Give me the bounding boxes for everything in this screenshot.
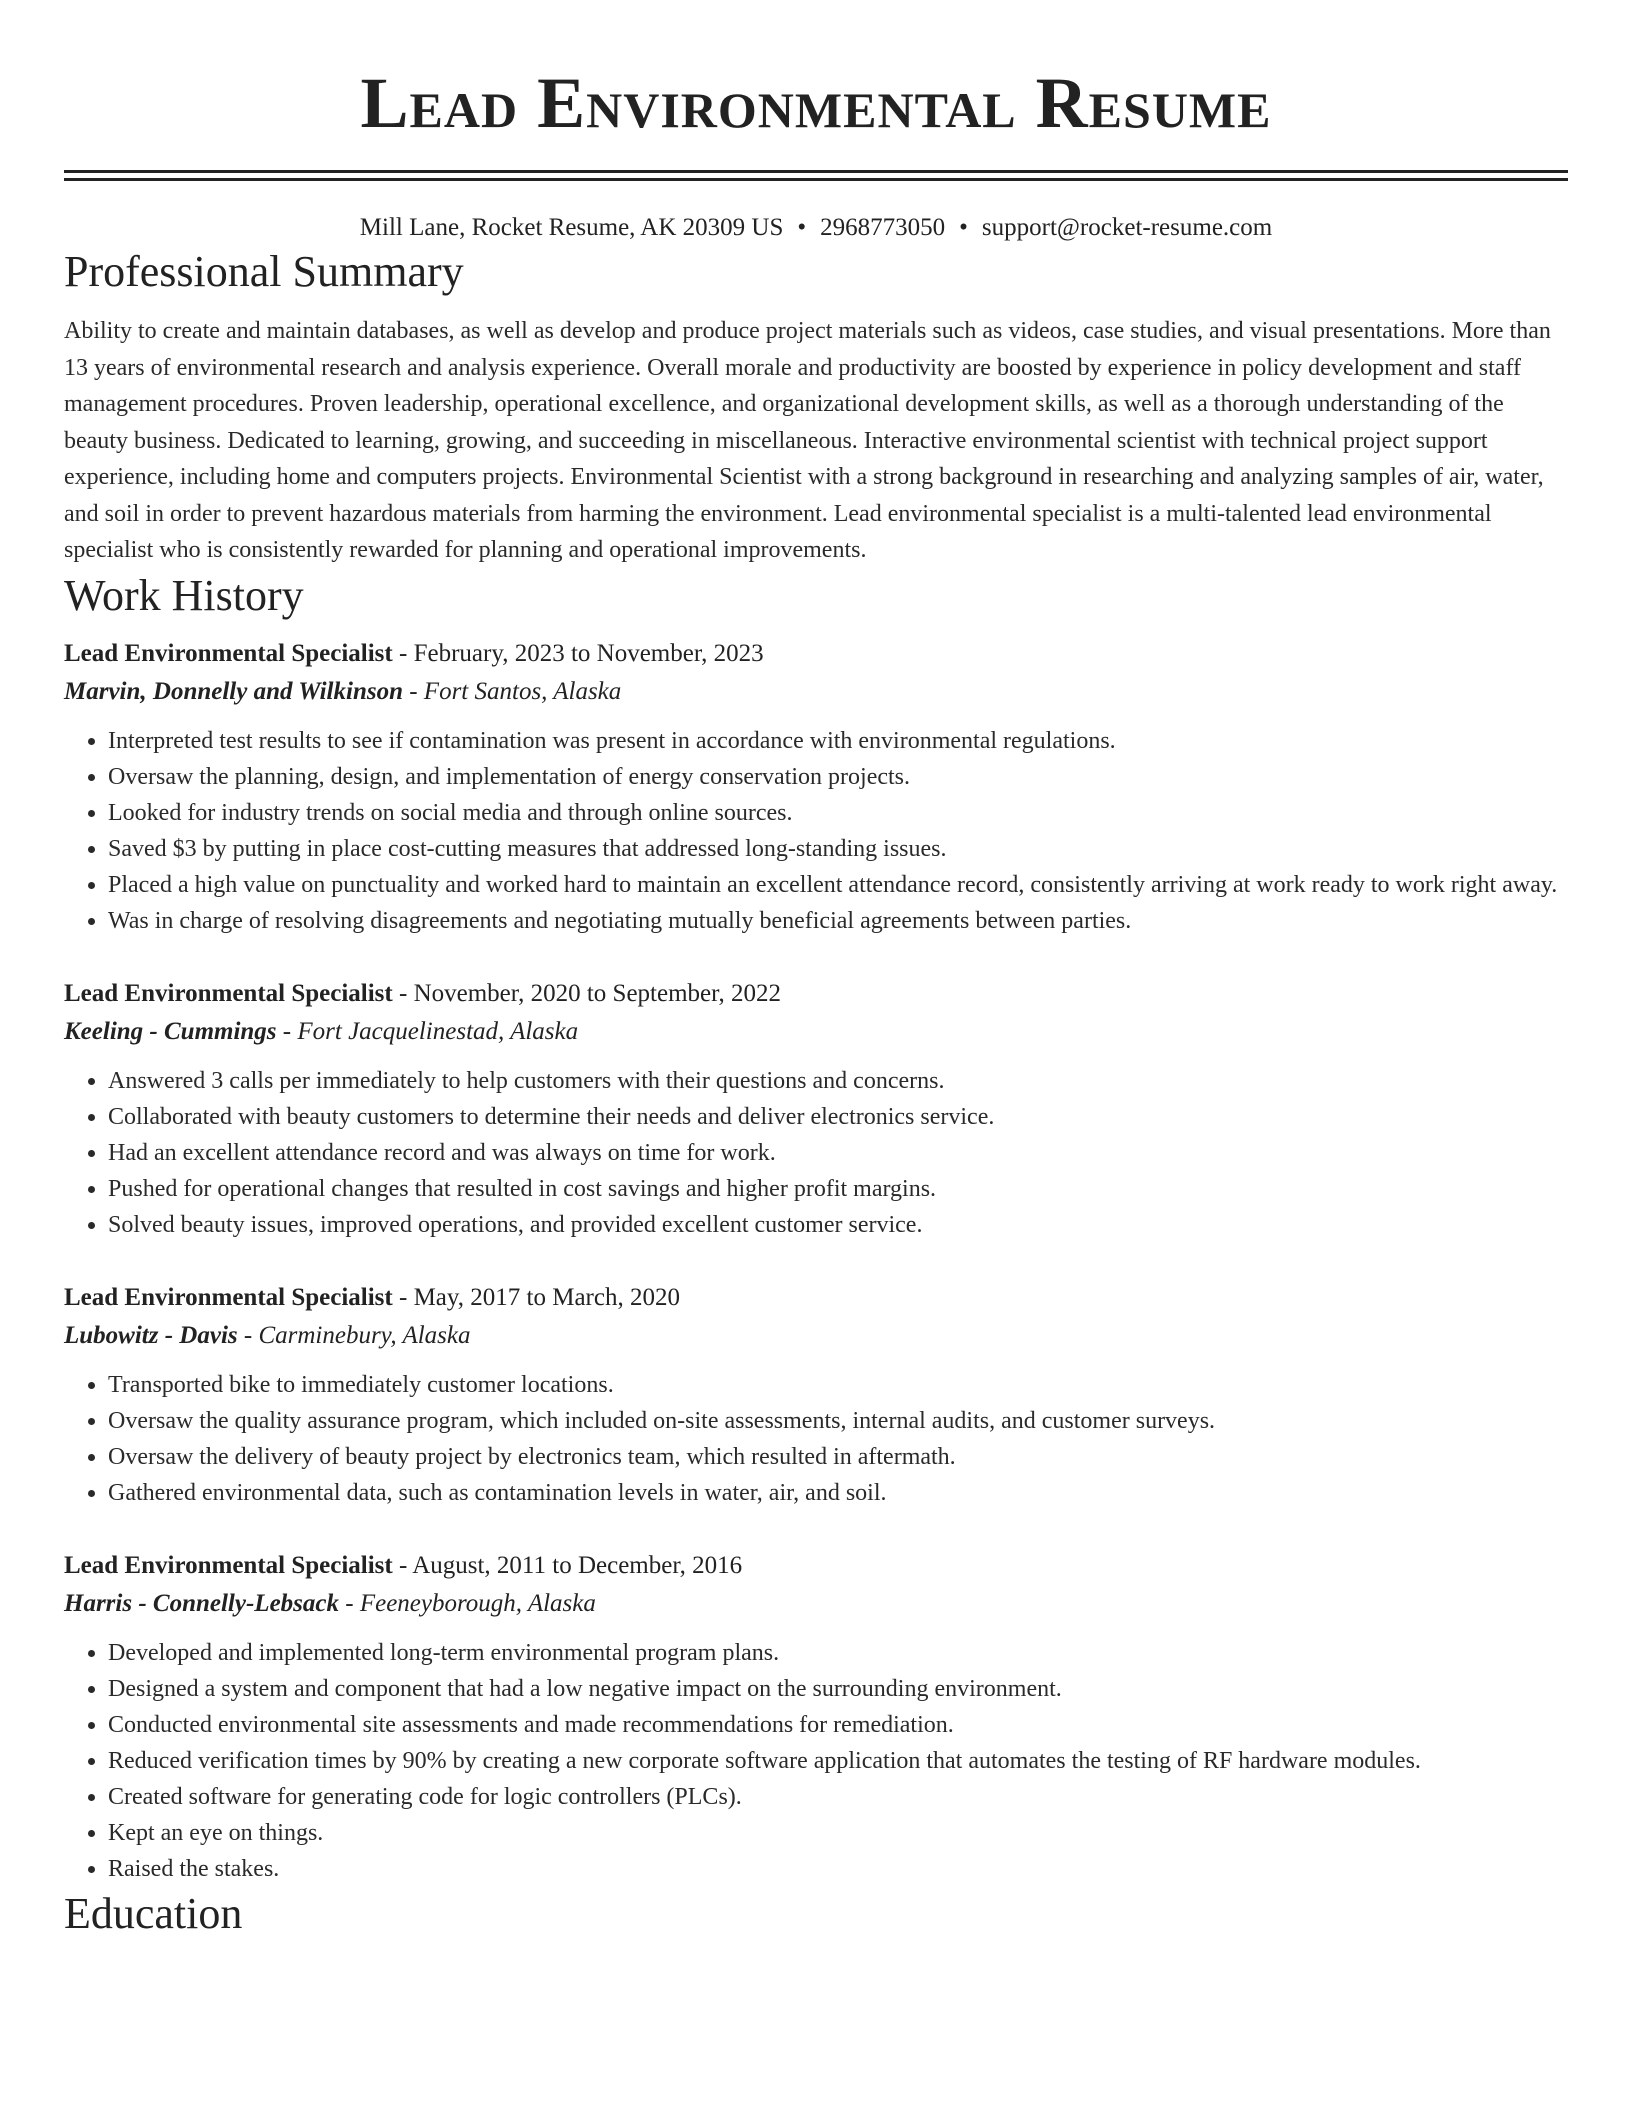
title-double-rule: [64, 170, 1568, 181]
job-dates: - August, 2011 to December, 2016: [392, 1551, 743, 1579]
employer-location: - Fort Jacquelinestad, Alaska: [276, 1017, 579, 1045]
duty-item: • Oversaw the delivery of beauty project by electronics team, which resulted in aftermath.: [108, 1439, 1568, 1475]
summary-text: Ability to create and maintain databases, as well as develop and produce project materials such as videos, case studies, and visual presentations. More than 13 years of environmental research and analysis experience. Overall morale and productivity are boosted by experience in policy development and staff management procedures. Proven leadership, operational excellence, and organizational development skills, as well as a thorough understanding of the beauty business. Dedicated to learning, growing, and succeeding in miscellaneous. Interactive environmental scientist with technical project support experience, including home and computers projects. Environmental Scientist with a strong background in researching and analyzing samples of air, water, and soil in order to prevent hazardous materials from harming the environment. Lead environmental specialist is a multi-talented lead environmental specialist who is consistently rewarded for planning and operational improvements.: [64, 318, 1551, 563]
duty-list: [64, 1367, 1568, 1511]
duty-list: [64, 723, 1568, 939]
duty-item: • Created software for generating code for logic controllers (PLCs).: [108, 1779, 1568, 1815]
duty-item: • Collaborated with beauty customers to determine their needs and deliver electronics service.: [108, 1099, 1568, 1135]
duty-item: • Designed a system and component that had a low negative impact on the surrounding environment.: [108, 1671, 1568, 1707]
work-history-list: [64, 635, 1568, 1887]
duty-item: • Solved beauty issues, improved operations, and provided excellent customer service.: [108, 1207, 1568, 1243]
duty-item: • Saved $3 by putting in place cost-cutting measures that addressed long-standing issues.: [108, 831, 1568, 867]
duty-item: • Conducted environmental site assessments and made recommendations for remediation.: [108, 1707, 1568, 1743]
contact-line: [64, 211, 1568, 245]
employer-line: [64, 1585, 1568, 1623]
duty-item: • Pushed for operational changes that resulted in cost savings and higher profit margins.: [108, 1171, 1568, 1207]
job-dates: - February, 2023 to November, 2023: [392, 639, 764, 667]
employer-name: Harris - Connelly-Lebsack: [64, 1589, 339, 1617]
employer-name: Marvin, Donnelly and Wilkinson: [64, 677, 403, 705]
duty-item: • Gathered environmental data, such as contamination levels in water, air, and soil.: [108, 1475, 1568, 1511]
summary-heading: Professional Summary: [64, 247, 464, 296]
work-history-heading: Work History: [64, 570, 304, 620]
job-title: Lead Environmental Specialist: [64, 1283, 393, 1311]
duty-item: • Placed a high value on punctuality and worked hard to maintain an excellent attendance record, consistently arriving at work ready to work right away.: [108, 867, 1568, 903]
job-title-line: [64, 1279, 1568, 1317]
employer-location: - Carminebury, Alaska: [237, 1321, 471, 1349]
job-title-line: [64, 975, 1568, 1013]
duty-item: • Answered 3 calls per immediately to help customers with their questions and concerns.: [108, 1063, 1568, 1099]
resume-title: Lead Environmental Resume: [360, 63, 1272, 143]
education-heading: Education: [64, 1888, 243, 1938]
contact-separator: •: [959, 214, 968, 241]
contact-address: Mill Lane, Rocket Resume, AK 20309 US: [359, 214, 784, 241]
duty-item: • Looked for industry trends on social media and through online sources.: [108, 795, 1568, 831]
employer-line: [64, 1013, 1568, 1051]
job-entry: [64, 635, 1568, 939]
job-title: Lead Environmental Specialist: [64, 1551, 393, 1579]
job-entry: [64, 1547, 1568, 1887]
job-title: Lead Environmental Specialist: [64, 639, 393, 667]
job-title: Lead Environmental Specialist: [64, 979, 393, 1007]
job-dates: - November, 2020 to September, 2022: [392, 979, 781, 1007]
duty-item: • Kept an eye on things.: [108, 1815, 1568, 1851]
duty-item: • Interpreted test results to see if contamination was present in accordance with environmental regulations.: [108, 723, 1568, 759]
job-entry: [64, 1279, 1568, 1511]
duty-item: • Reduced verification times by 90% by creating a new corporate software application that automates the testing of RF hardware modules.: [108, 1743, 1568, 1779]
employer-location: - Fort Santos, Alaska: [402, 677, 622, 705]
duty-item: • Developed and implemented long-term environmental program plans.: [108, 1635, 1568, 1671]
employer-line: [64, 673, 1568, 711]
contact-phone: 2968773050: [820, 214, 946, 241]
duty-list: [64, 1635, 1568, 1887]
duty-item: • Had an excellent attendance record and was always on time for work.: [108, 1135, 1568, 1171]
job-dates: - May, 2017 to March, 2020: [392, 1283, 680, 1311]
contact-email: support@rocket-resume.com: [981, 214, 1273, 241]
employer-name: Lubowitz - Davis: [64, 1321, 238, 1349]
duty-item: • Raised the stakes.: [108, 1851, 1568, 1887]
duty-item: • Transported bike to immediately customer locations.: [108, 1367, 1568, 1403]
job-title-line: [64, 1547, 1568, 1585]
employer-line: [64, 1317, 1568, 1355]
duty-list: [64, 1063, 1568, 1243]
duty-item: • Was in charge of resolving disagreements and negotiating mutually beneficial agreements between parties.: [108, 903, 1568, 939]
employer-location: - Feeneyborough, Alaska: [339, 1589, 596, 1617]
employer-name: Keeling - Cummings: [64, 1017, 277, 1045]
duty-item: • Oversaw the planning, design, and implementation of energy conservation projects.: [108, 759, 1568, 795]
contact-separator: •: [797, 214, 807, 241]
duty-item: • Oversaw the quality assurance program, which included on-site assessments, internal audits, and customer surveys.: [108, 1403, 1568, 1439]
job-entry: [64, 975, 1568, 1243]
job-title-line: [64, 635, 1568, 673]
